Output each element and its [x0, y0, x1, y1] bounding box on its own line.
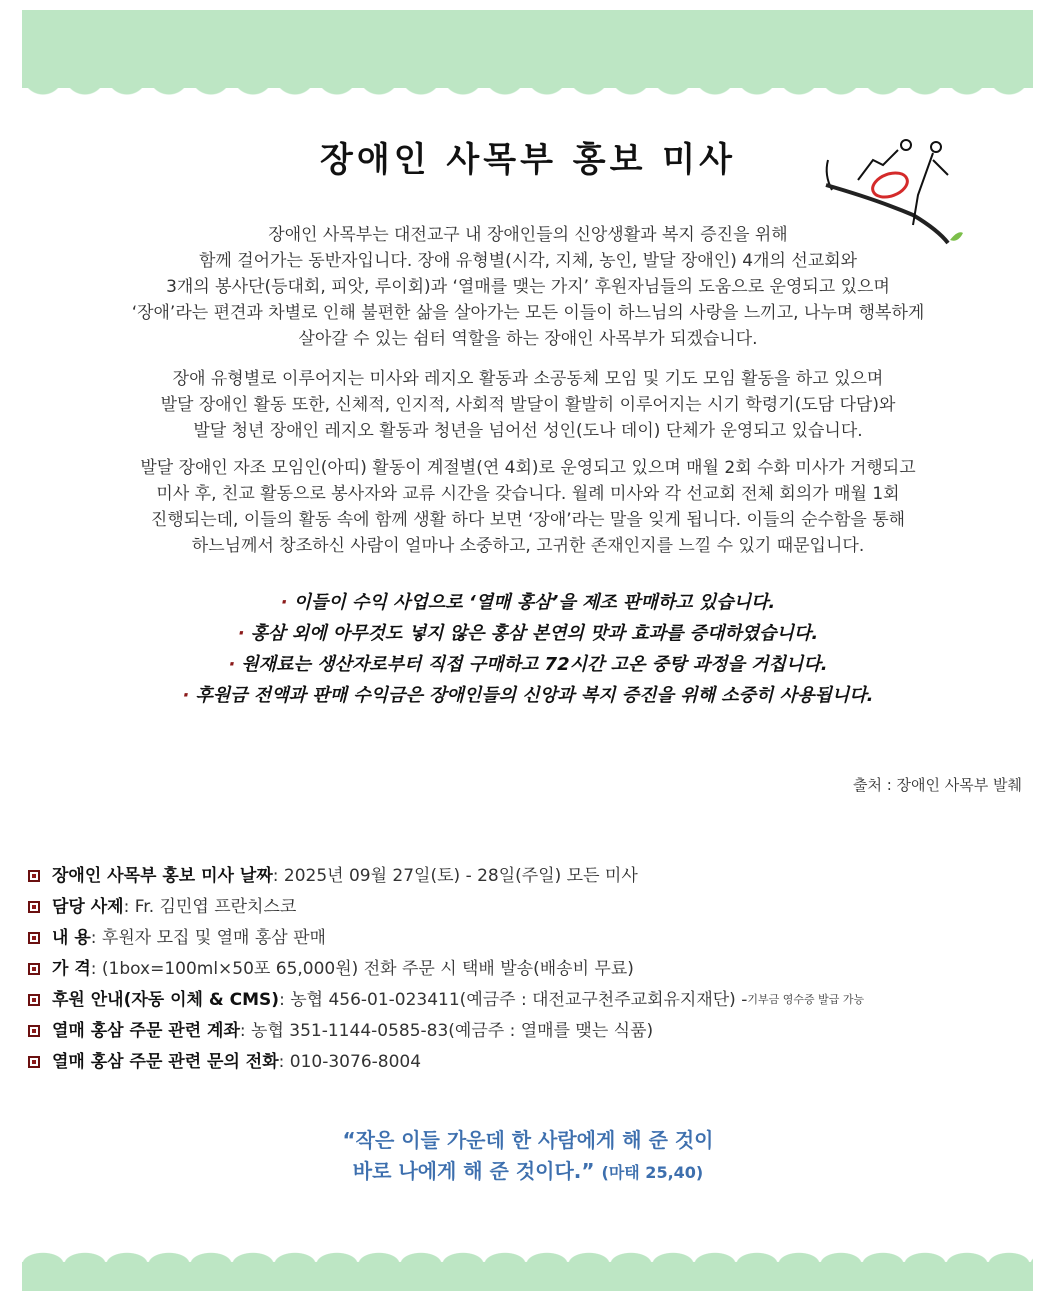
bullet-text: 후원금 전액과 판매 수익금은 장애인들의 신앙과 복지 증진을 위해 소중히 사용됩니다. — [195, 685, 874, 706]
square-bullet-icon — [28, 932, 40, 944]
scripture-quote — [0, 1125, 1056, 1188]
square-bullet-icon — [28, 1056, 40, 1068]
info-value: : 010-3076-8004 — [278, 1051, 422, 1072]
info-item-account — [28, 1015, 864, 1046]
text-line: 함께 걸어가는 동반자입니다. 장애 유형별(시각, 지체, 농인, 발달 장애인) 4개의 선교회와 — [198, 251, 858, 271]
community-paragraph — [0, 455, 1056, 559]
bottom-scalloped-banner — [22, 1262, 1033, 1291]
info-value: : 후원자 모집 및 열매 홍삼 판매 — [90, 927, 326, 948]
info-item-donation — [28, 984, 864, 1015]
info-value: : 농협 456-01-023411(예금주 : 대전교구천주교회유지재단) - — [279, 989, 748, 1010]
text-line: 발달 청년 장애인 레지오 활동과 청년을 넘어선 성인(도나 데이) 단체가 운영되고 있습니다. — [193, 421, 863, 441]
bullet-dot-icon: · — [280, 592, 288, 613]
info-item-price — [28, 953, 864, 984]
info-value: : 농협 351-1144-0585-83(예금주 : 열매를 맺는 식품) — [239, 1020, 654, 1041]
bullet-item — [0, 649, 1056, 680]
info-label: 열매 홍삼 주문 관련 계좌 — [52, 1020, 240, 1041]
info-label: 장애인 사목부 홍보 미사 날짜 — [52, 865, 273, 886]
text-line: 미사 후, 친교 활동으로 봉사자와 교류 시간을 갖습니다. 월례 미사와 각 선교회 전체 회의가 매월 1회 — [156, 484, 900, 504]
bullet-text: 이들이 수익 사업으로 ‘열매 홍삼’을 제조 판매하고 있습니다. — [293, 592, 776, 613]
bullet-item — [0, 587, 1056, 618]
info-label: 열매 홍삼 주문 관련 문의 전화 — [52, 1051, 279, 1072]
bullet-text: 원재료는 생산자로부터 직접 구매하고 72시간 고온 중탕 과정을 거칩니다. — [241, 654, 828, 675]
text-line: 살아갈 수 있는 쉼터 역할을 하는 장애인 사목부가 되겠습니다. — [298, 329, 758, 349]
text-line: 발달 장애인 활동 또한, 신체적, 인지적, 사회적 발달이 활발히 이루어지는 시기 학령기(도담 다담)와 — [160, 395, 896, 415]
text-line: 장애인 사목부는 대전교구 내 장애인들의 신앙생활과 복지 증진을 위해 — [268, 225, 788, 245]
info-item-phone — [28, 1046, 864, 1077]
info-label: 담당 사제 — [52, 896, 124, 917]
bullet-item — [0, 618, 1056, 649]
quote-line: “작은 이들 가운데 한 사람에게 해 준 것이 — [342, 1128, 714, 1152]
square-bullet-icon — [28, 994, 40, 1006]
text-line: 장애 유형별로 이루어지는 미사와 레지오 활동과 소공동체 모임 및 기도 모임 활동을 하고 있으며 — [172, 369, 884, 389]
text-line: 발달 장애인 자조 모임인(아띠) 활동이 계절별(연 4회)로 운영되고 있으며 매월 2회 수화 미사가 거행되고 — [140, 458, 916, 478]
bullet-dot-icon: · — [228, 654, 236, 675]
text-line: ‘장애’라는 편견과 차별로 인해 불편한 삶을 살아가는 모든 이들이 하느님의 사랑을 느끼고, 나누며 행복하게 — [131, 303, 925, 323]
page-title: 장애인 사목부 홍보 미사 — [320, 140, 736, 180]
intro-paragraph — [0, 222, 1056, 352]
source-note: 출처 : 장애인 사목부 발췌 — [852, 776, 1022, 794]
activities-paragraph — [0, 366, 1056, 444]
bullet-dot-icon: · — [237, 623, 245, 644]
info-note: 기부금 영수증 발급 가능 — [747, 992, 865, 1006]
text-line: 진행되는데, 이들의 활동 속에 함께 생활 하다 보면 ‘장애’라는 말을 잊게 됩니다. 이들의 순수함을 통해 — [150, 510, 906, 530]
info-label: 후원 안내(자동 이체 & CMS) — [52, 989, 280, 1010]
info-label: 내 용 — [52, 927, 91, 948]
text-line: 3개의 봉사단(등대회, 피앗, 루이회)과 ‘열매를 맺는 가지’ 후원자님들의 도움으로 운영되고 있으며 — [166, 277, 890, 297]
bullet-text: 홍삼 외에 아무것도 넣지 않은 홍삼 본연의 맛과 효과를 증대하였습니다. — [250, 623, 819, 644]
square-bullet-icon — [28, 870, 40, 882]
bullet-dot-icon: · — [182, 685, 190, 706]
square-bullet-icon — [28, 963, 40, 975]
square-bullet-icon — [28, 1025, 40, 1037]
info-label: 가 격 — [52, 958, 91, 979]
quote-line: 바로 나에게 해 준 것이다.” — [352, 1159, 595, 1183]
quote-reference: (마태 25,40) — [601, 1163, 704, 1182]
product-bullets — [0, 587, 1056, 711]
square-bullet-icon — [28, 901, 40, 913]
info-item-date — [28, 860, 864, 891]
info-value: : Fr. 김민엽 프란치스코 — [123, 896, 297, 917]
top-scalloped-banner — [22, 10, 1033, 88]
bullet-item — [0, 680, 1056, 711]
info-item-content — [28, 922, 864, 953]
info-item-priest — [28, 891, 864, 922]
info-value: : (1box=100ml×50포 65,000원) 전화 주문 시 택배 발송(배송비 무료) — [90, 958, 634, 979]
text-line: 하느님께서 창조하신 사람이 얼마나 소중하고, 고귀한 존재인지를 느낄 수 있기 때문입니다. — [191, 536, 865, 556]
info-list — [28, 860, 864, 1077]
info-value: : 2025년 09월 27일(토) - 28일(주일) 모든 미사 — [272, 865, 638, 886]
